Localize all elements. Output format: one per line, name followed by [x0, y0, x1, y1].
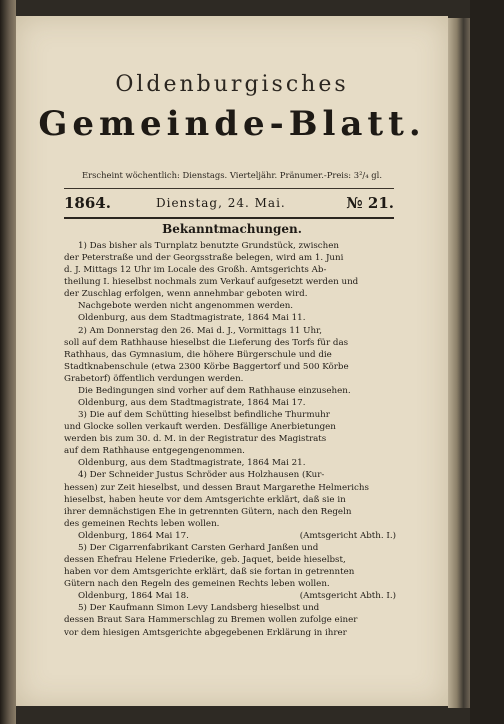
notice-line: vor dem hiesigen Amtsgerichte abgegebenen Erklärung in ihrer	[64, 627, 347, 638]
issue-dateline	[64, 194, 394, 216]
masthead-title: Gemeinde-Blatt.	[38, 104, 426, 144]
publication-info: Erscheint wöchentlich: Dienstags. Vierteljähr. Pränumer.-Preis: 3²/₄ gl.	[82, 170, 382, 180]
notice-line: Oldenburg, aus dem Stadtmagistrate, 1864 Mai 17.	[78, 398, 306, 409]
notices-body	[64, 240, 396, 639]
notice-line: hieselbst, haben heute vor dem Amtsgerichte erklärt, daß sie in	[64, 494, 346, 505]
notice-line: Rathhaus, das Gymnasium, die höhere Bürgerschule und die	[64, 349, 332, 360]
notice-line: 1) Das bisher als Turnplatz benutzte Grundstück, zwischen	[78, 241, 339, 251]
notice-line: der Peterstraße und der Georgsstraße belegen, wird am 1. Juni	[64, 253, 344, 264]
notice-line: dessen Ehefrau Helene Friederike, geb. Jaquet, beide hieselbst,	[64, 555, 346, 566]
notice-line: 3) Die auf dem Schütting hieselbst befindliche Thurmuhr	[78, 410, 330, 421]
notice-line: 5) Der Cigarrenfabrikant Carsten Gerhard Janßen und	[78, 542, 319, 553]
issue-number: № 21.	[346, 194, 394, 212]
issue-date: Dienstag, 24. Mai.	[156, 196, 286, 210]
notice-line: hessen) zur Zeit hieselbst, und dessen Braut Margarethe Helmerichs	[64, 482, 369, 493]
notice-line: soll auf dem Rathhause hieselbst die Lieferung des Torfs für das	[64, 337, 349, 348]
notice-line: Grabetorf) öffentlich verdungen werden.	[64, 373, 244, 384]
notice-3	[64, 409, 396, 469]
notice-line: der Zuschlag erfolgen, wenn annehmbar geboten wird.	[64, 289, 308, 300]
notice-4	[64, 469, 396, 541]
notice-line: Gütern nach den Regeln des gemeinen Rechts leben wollen.	[64, 579, 330, 590]
notice-line: 2) Am Donnerstag den 26. Mai d. J., Vormittags 11 Uhr,	[78, 325, 323, 336]
notice-line: Nachgebote werden nicht angenommen werden.	[78, 301, 294, 312]
masthead-line-1: Oldenburgisches	[115, 72, 349, 97]
notice-line: Die Bedingungen sind vorher auf dem Rathhause einzusehen.	[78, 385, 351, 396]
notice-line: dessen Braut Sara Hammerschlag zu Bremen wollen zufolge einer	[64, 615, 358, 626]
notice-line: Oldenburg, aus dem Stadtmagistrate, 1864 Mai 21.	[78, 458, 306, 469]
newspaper-page	[16, 16, 448, 706]
notice-5	[64, 542, 396, 602]
notice-date: Oldenburg, 1864 Mai 18.	[78, 591, 189, 602]
section-title: Bekanntmachungen.	[162, 222, 302, 236]
notice-authority: (Amtsgericht Abth. I.)	[299, 530, 396, 541]
notice-line: Oldenburg, aus dem Stadtmagistrate, 1864 Mai 11.	[78, 313, 306, 324]
notice-line: auf dem Rathhause entgegengenommen.	[64, 446, 245, 457]
notice-line: Stadtknabenschule (etwa 2300 Körbe Baggertorf und 500 Körbe	[64, 361, 349, 372]
notice-line: des gemeinen Rechts leben wollen.	[64, 518, 220, 529]
book-binding-left	[0, 0, 16, 724]
notice-date: Oldenburg, 1864 Mai 17.	[78, 530, 189, 541]
notice-2	[64, 325, 396, 410]
issue-year: 1864.	[64, 194, 111, 212]
notice-line: 4) Der Schneider Justus Schröder aus Holzhausen (Kur-	[78, 470, 325, 481]
notice-dateline	[64, 590, 396, 602]
notice-1	[64, 240, 396, 325]
notice-line: d. J. Mittags 12 Uhr im Locale des Großh. Amtsgerichts Ab-	[64, 265, 327, 276]
notice-6	[64, 602, 396, 638]
notice-authority: (Amtsgericht Abth. I.)	[299, 591, 396, 602]
book-spine	[470, 0, 504, 724]
rule-top	[64, 188, 394, 189]
page-stack-edge	[448, 18, 470, 708]
rule-bottom	[64, 217, 394, 219]
notice-line: haben vor dem Amtsgerichte erklärt, daß sie fortan in getrennten	[64, 567, 355, 578]
notice-line: werden bis zum 30. d. M. in der Registratur des Magistrats	[64, 434, 327, 445]
notice-dateline	[64, 530, 396, 542]
notice-line: theilung I. hieselbst nochmals zum Verkauf aufgesetzt werden und	[64, 277, 359, 288]
notice-line: 5) Der Kaufmann Simon Levy Landsberg hieselbst und	[78, 603, 320, 614]
notice-line: ihrer demnächstigen Ehe in getrennten Gütern, nach den Regeln	[64, 506, 352, 517]
notice-line: und Glocke sollen verkauft werden. Desfällige Anerbietungen	[64, 422, 336, 433]
